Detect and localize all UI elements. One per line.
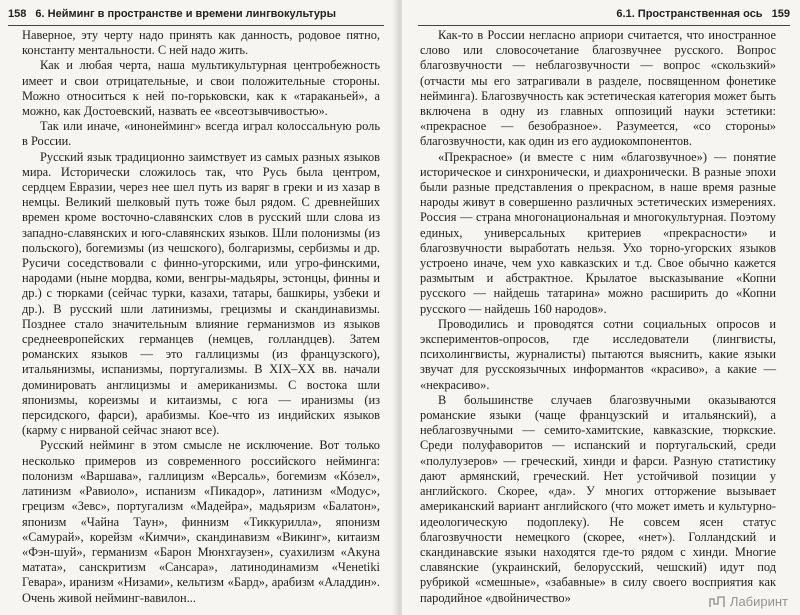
right-paragraph-3: Проводились и проводятся сотни социальных опросов и экспериментов-опросов, где исследователи (лингвисты, психолингвисты, журналисты) пытаются выяснить, какие языки звучат для русскоязычных информантов «красиво», а какие — «некрасиво».	[420, 316, 776, 392]
left-paragraph-5: Русский нейминг в этом смысле не исключение. Вот только несколько примеров из современного российского нейминга: полонизм «Варшава», галлицизм «Версаль», богемизм «Кóзел», латинизм «Равиоло», испанизм «Пикадор», латинизм «Модус», грецизм «Зевс», португализм «Мадейра», мадьяризм «Балатон», японизм «Чайна Таун», финнизм «Тиккурилла», японизм «Самурай», корейзм «Кимчи», скандинавизм «Викинг», китаизм «Фэн-шуй», германизм «Барон Мюнхгаузен», суахилизм «Акуна матата», санскритизм «Сансара», латинодинамизм «Ченеtiki Гевара», иранизм «Низами», кельтизм «Бард», арабизм «Аладдин». Очень живой нейминг-вавилон...	[22, 438, 380, 605]
right-page	[402, 0, 800, 615]
left-page-number: 158	[8, 8, 27, 20]
right-running-head	[418, 8, 790, 26]
right-paragraph-4: В большинстве случаев благозвучными оказываются романские языки (чаще французский и итальянский), а неблагозвучными — семито-хамитские, кавказские, тюркские. Среди полуфаворитов — испанский и португальский, среди «полулузеров» — греческий, хинди и фарси. Разную статистику дают армянский, греческий. Нет устойчивой позиции у английского. Скорее, «да». У многих отторжение вызывает американский вариант английского (что может иметь и культурно-идеологическую подоплеку). Не совсем ясен статус благозвучности немецкого (скорее, «нет»). Голландский и скандинавские языки находятся где-то рядом с хинди. Многие славянские (украинский, белорусский, чешский) идут под рубрикой «смешные», «забавные» в силу своего восприятия как пародийное «двойничество»	[420, 392, 776, 605]
watermark-text: Лабиринт	[729, 594, 788, 609]
right-running-title: 6.1. Пространственная ось	[616, 8, 763, 20]
left-page	[0, 0, 398, 615]
labirint-watermark	[708, 594, 788, 609]
left-paragraph-4: Русский язык традиционно заимствует из самых разных языков мира. Исторически сложилось так, что Русь была центром, сердцем Евразии, через нее шел путь из варяг в греки и из хазар в немцы. Великий шелковый путь тоже был рядом. С древнейших времен кроме восточно-славянских слов в русский шли слова из западно-славянских и юго-славянских языков. Шли полонизмы (из польского), богемизмы (из чешского), болгаризмы, сербизмы и др. Русичи соседствовали с финно-угорскими, или угро-финскими, народами (ныне мордва, коми, венгры-мадьяры, эстонцы, финны и др.) с тюрками (сейчас турки, казахи, татары, башкиры, узбеки и др.). В русский шли латинизмы, грецизмы и скандинавизмы. Позднее стало значительным влияние германизмов из языков среднеевропейских германцев (немцев, голландцев). Затем романских языков — это галлицизмы (из французского), итальянизмы, испанизмы, португализмы. В XIX–XX вв. начали доминировать англицизмы и американизмы. С востока шли японизмы, кореизмы и китаизмы, с юга — иранизмы (из персидского, фарси), арабизмы. Кое-что из индийских языков (карму с нирваной сейчас знают все).	[22, 149, 380, 438]
labirint-logo-icon	[708, 595, 726, 609]
left-paragraph-1: Наверное, эту черту надо принять как данность, родовое пятно, константу ментальности. С ней надо жить.	[22, 28, 380, 58]
right-page-number: 159	[771, 8, 790, 20]
right-paragraph-2: «Прекрасное» (и вместе с ним «благозвучное») — понятие историческое и синхронически, и диахронически. В разные эпохи были разные представления о прекрасном, в наше время разные народы живут в совершенно различных эстетических измерениях. Россия — страна многонациональная и многокультурная. Поэтому единых, универсальных критериев «прекрасности» и благозвучности выработать нельзя. Ухо торно-угорских языков устроено иначе, чем ухо кавказских и т.д. Свое обычно кажется размытым и абстрактное. Крылатое высказывание «Копни русского — найдешь татарина» можно расширить до «Копни русского — найдешь 160 народов».	[420, 149, 776, 316]
right-paragraph-1: Как-то в России негласно априори считается, что иностранное слово или словосочетание благозвучнее русского. Вопрос благозвучности — неблагозвучности — вопрос «скользкий» (отчасти мы его затрагивали в разделе, посвященном фонетике нейминга). Благозвучность как эстетическая категория может быть включена в одну из главных оппозиций науки эстетики: «прекрасное — безобразное». Разумеется, «со стороны» благозвучности, как один из его аудиокомпонентов.	[420, 28, 776, 149]
left-running-head	[8, 8, 384, 26]
left-running-title: 6. Нейминг в пространстве и времени лингвокультуры	[35, 8, 337, 20]
left-paragraph-3: Так или иначе, «инонейминг» всегда играл колоссальную роль в России.	[22, 119, 380, 149]
left-paragraph-2: Как и любая черта, наша мультикультурная центробежность имеет и свои отрицательные, и свои положительные стороны. Можно относиться к ней по-горьковски, как к «тараканьей», а можно, как Достоевский, назвать ее «всеотзывчивостью».	[22, 58, 380, 119]
